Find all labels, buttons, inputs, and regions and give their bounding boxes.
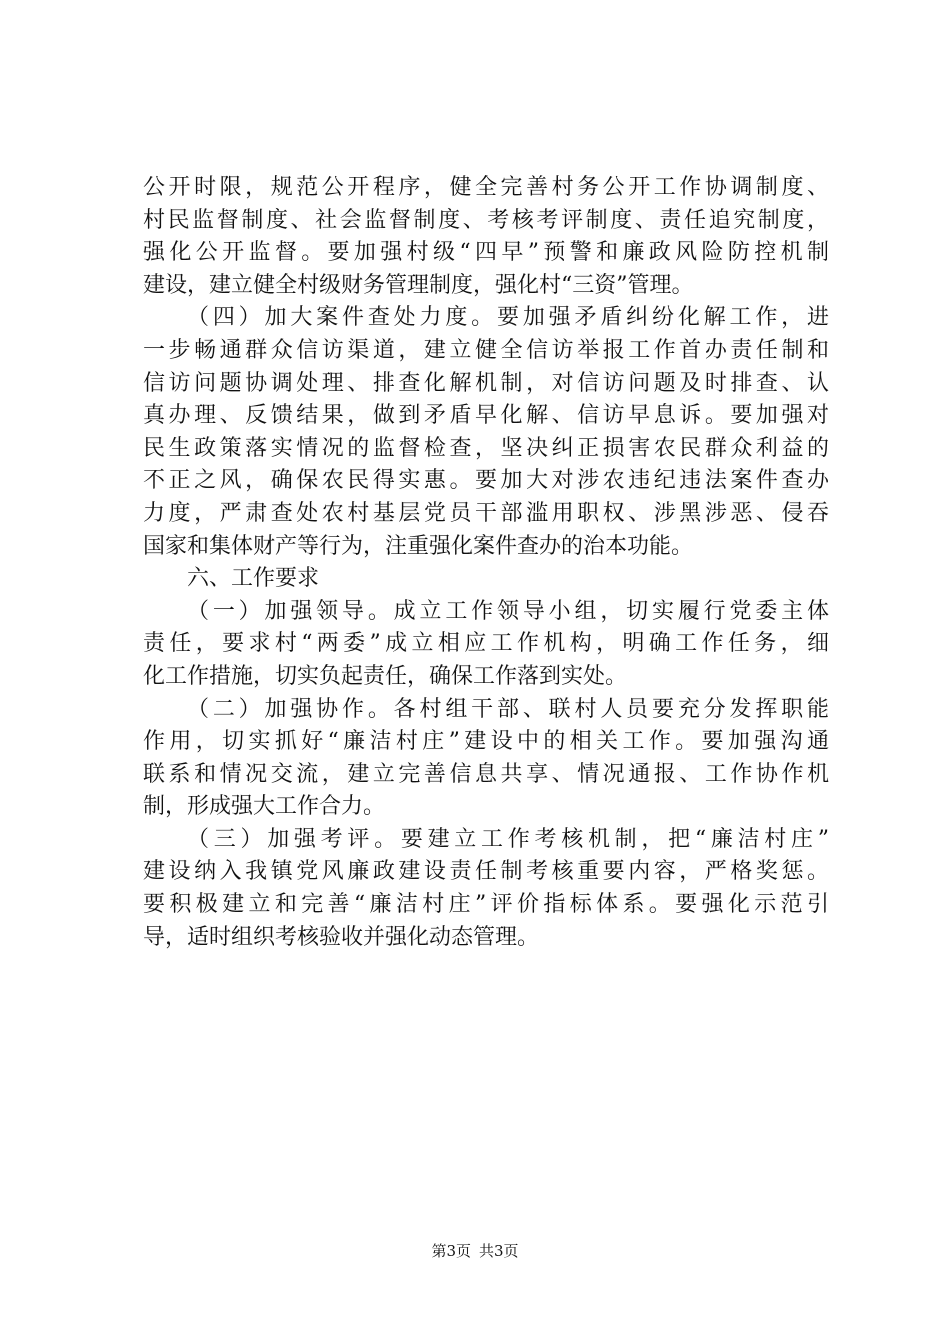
text-line: 强化公开监督。要加强村级“四早”预警和廉政风险防控机制 bbox=[143, 240, 829, 266]
text-line: 六、工作要求 bbox=[187, 566, 320, 592]
text-line: 要积极建立和完善“廉洁村庄”评价指标体系。要强化示范引 bbox=[143, 892, 829, 918]
text-line: 责任，要求村“两委”成立相应工作机构，明确工作任务，细 bbox=[143, 631, 829, 657]
page-total: 共3页 bbox=[479, 1242, 519, 1260]
text-line: 建设，建立健全村级财务管理制度，强化村“三资”管理。 bbox=[143, 272, 694, 298]
text-line: 联系和情况交流，建立完善信息共享、情况通报、工作协作机 bbox=[143, 761, 829, 787]
document-body bbox=[143, 172, 829, 954]
text-line: 信访问题协调处理、排查化解机制，对信访问题及时排查、认 bbox=[143, 370, 829, 396]
text-line: 不正之风，确保农民得实惠。要加大对涉农违纪违法案件查办 bbox=[143, 468, 829, 494]
text-line: （三）加强考评。要建立工作考核机制，把“廉洁村庄” bbox=[187, 826, 829, 852]
text-line: 民生政策落实情况的监督检查，坚决纠正损害农民群众利益的 bbox=[143, 435, 829, 461]
text-line: 公开时限，规范公开程序，健全完善村务公开工作协调制度、 bbox=[143, 175, 829, 200]
text-line: 化工作措施，切实负起责任，确保工作落到实处。 bbox=[143, 663, 628, 689]
text-line: 国家和集体财产等行为，注重强化案件查办的治本功能。 bbox=[143, 533, 694, 559]
text-line: 建设纳入我镇党风廉政建设责任制考核重要内容，严格奖惩。 bbox=[143, 859, 829, 885]
text-line: 作用，切实抓好“廉洁村庄”建设中的相关工作。要加强沟通 bbox=[143, 729, 829, 755]
text-line: 制，形成强大工作合力。 bbox=[143, 794, 386, 820]
page-number: 第3页 bbox=[431, 1242, 471, 1260]
text-line: （一）加强领导。成立工作领导小组，切实履行党委主体 bbox=[187, 598, 829, 624]
page-footer bbox=[0, 1241, 950, 1261]
text-line: （二）加强协作。各村组干部、联村人员要充分发挥职能 bbox=[187, 696, 829, 722]
text-line: 力度，严肃查处农村基层党员干部滥用职权、涉黑涉恶、侵吞 bbox=[143, 500, 829, 526]
text-line: 村民监督制度、社会监督制度、考核考评制度、责任追究制度， bbox=[143, 207, 829, 233]
text-line: 一步畅通群众信访渠道，建立健全信访举报工作首办责任制和 bbox=[143, 337, 829, 363]
text-line: （四）加大案件查处力度。要加强矛盾纠纷化解工作，进 bbox=[187, 305, 829, 331]
text-line: 导，适时组织考核验收并强化动态管理。 bbox=[143, 924, 540, 950]
text-line: 真办理、反馈结果，做到矛盾早化解、信访早息诉。要加强对 bbox=[143, 403, 829, 429]
